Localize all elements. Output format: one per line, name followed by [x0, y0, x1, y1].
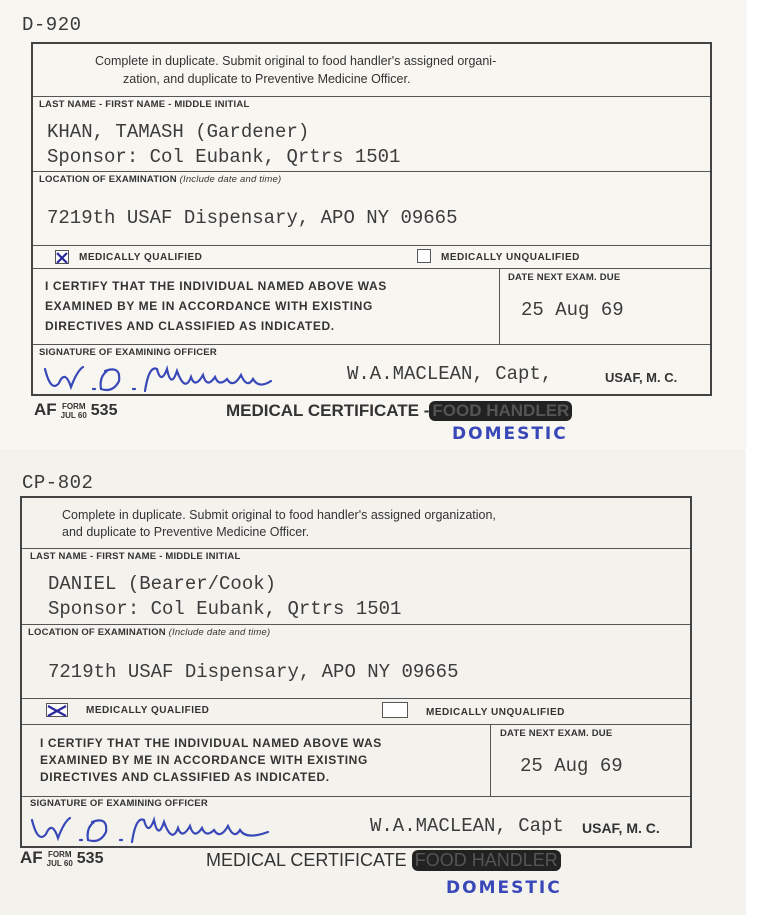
certification-line-1: I CERTIFY THAT THE INDIVIDUAL NAMED ABOVE WAS	[40, 736, 382, 750]
sponsor-line: Sponsor: Col Eubank, Qrtrs 1501	[47, 146, 401, 168]
certification-line-3: DIRECTIVES AND CLASSIFIED AS INDICATED.	[45, 319, 335, 333]
form-number: AF FORM JUL 60 535	[20, 848, 104, 868]
signature-label: SIGNATURE OF EXAMINING OFFICER	[30, 798, 208, 809]
form-title: MEDICAL CERTIFICATE - FOOD HANDLER	[226, 401, 572, 421]
officer-suffix: USAF, M. C.	[582, 820, 660, 836]
divider	[22, 624, 690, 625]
officer-name: W.A.MACLEAN, Capt,	[347, 363, 553, 385]
divider	[22, 724, 690, 725]
form-title: MEDICAL CERTIFICATE FOOD HANDLER	[206, 850, 561, 871]
check-x-icon	[56, 252, 68, 264]
certification-line-3: DIRECTIVES AND CLASSIFIED AS INDICATED.	[40, 770, 330, 784]
date-value: 25 Aug 69	[520, 755, 623, 777]
location-value: 7219th USAF Dispensary, APO NY 09665	[47, 207, 458, 229]
unqualified-checkbox[interactable]	[417, 249, 431, 263]
struck-out-text: FOOD HANDLER	[412, 850, 561, 871]
officer-suffix: USAF, M. C.	[605, 370, 678, 385]
form-frame	[20, 496, 692, 848]
signature-label: SIGNATURE OF EXAMINING OFFICER	[39, 347, 217, 358]
divider	[499, 268, 500, 344]
name-label: LAST NAME - FIRST NAME - MIDDLE INITIAL	[30, 551, 241, 562]
date-label: DATE NEXT EXAM. DUE	[508, 272, 621, 283]
certification-line-2: EXAMINED BY ME IN ACCORDANCE WITH EXISTING	[45, 299, 373, 313]
form-number: AF FORM JUL 60 535	[34, 400, 118, 420]
name-line-1: KHAN, TAMASH (Gardener)	[47, 121, 310, 143]
officer-signature	[28, 810, 278, 846]
location-label: LOCATION OF EXAMINATION (Include date and time)	[28, 627, 271, 638]
divider	[490, 724, 491, 796]
form-frame	[31, 42, 712, 396]
divider	[22, 796, 690, 797]
divider	[22, 698, 690, 699]
divider	[33, 96, 710, 97]
instructions-line-2: zation, and duplicate to Preventive Medicine Officer.	[123, 72, 411, 86]
instructions-line-1: Complete in duplicate. Submit original to food handler's assigned organi-	[95, 54, 497, 68]
qualified-label: MEDICALLY QUALIFIED	[79, 252, 203, 263]
handwritten-note: DOMESTIC	[452, 424, 568, 444]
qualified-checkbox[interactable]	[46, 703, 68, 717]
handwritten-note: DOMESTIC	[446, 878, 562, 898]
qualified-label: MEDICALLY QUALIFIED	[86, 705, 210, 716]
serial-number: D-920	[22, 14, 82, 36]
divider	[33, 171, 710, 172]
qualified-checkbox[interactable]	[55, 250, 69, 264]
instructions-line-2: and duplicate to Preventive Medicine Officer.	[62, 525, 310, 539]
date-label: DATE NEXT EXAM. DUE	[500, 728, 613, 739]
certification-line-2: EXAMINED BY ME IN ACCORDANCE WITH EXISTING	[40, 753, 368, 767]
divider	[33, 344, 710, 345]
unqualified-label: MEDICALLY UNQUALIFIED	[441, 252, 580, 263]
divider	[33, 268, 710, 269]
location-label: LOCATION OF EXAMINATION (Include date and time)	[39, 174, 282, 185]
name-line-1: DANIEL (Bearer/Cook)	[48, 573, 277, 595]
location-value: 7219th USAF Dispensary, APO NY 09665	[48, 661, 459, 683]
check-x-icon	[47, 705, 67, 717]
name-label: LAST NAME - FIRST NAME - MIDDLE INITIAL	[39, 99, 250, 110]
serial-number: CP-802	[22, 472, 94, 494]
struck-out-text: FOOD HANDLER	[429, 401, 572, 421]
unqualified-checkbox[interactable]	[382, 702, 408, 718]
divider	[33, 245, 710, 246]
unqualified-label: MEDICALLY UNQUALIFIED	[426, 707, 565, 718]
officer-name: W.A.MACLEAN, Capt	[370, 815, 564, 837]
certification-line-1: I CERTIFY THAT THE INDIVIDUAL NAMED ABOVE WAS	[45, 279, 387, 293]
divider	[22, 548, 690, 549]
certificate-card-1	[0, 0, 745, 450]
certificate-card-2	[0, 452, 745, 915]
date-value: 25 Aug 69	[521, 299, 624, 321]
sponsor-line: Sponsor: Col Eubank, Qrtrs 1501	[48, 598, 402, 620]
officer-signature	[41, 359, 281, 395]
instructions-line-1: Complete in duplicate. Submit original to food handler's assigned organization,	[62, 508, 496, 522]
